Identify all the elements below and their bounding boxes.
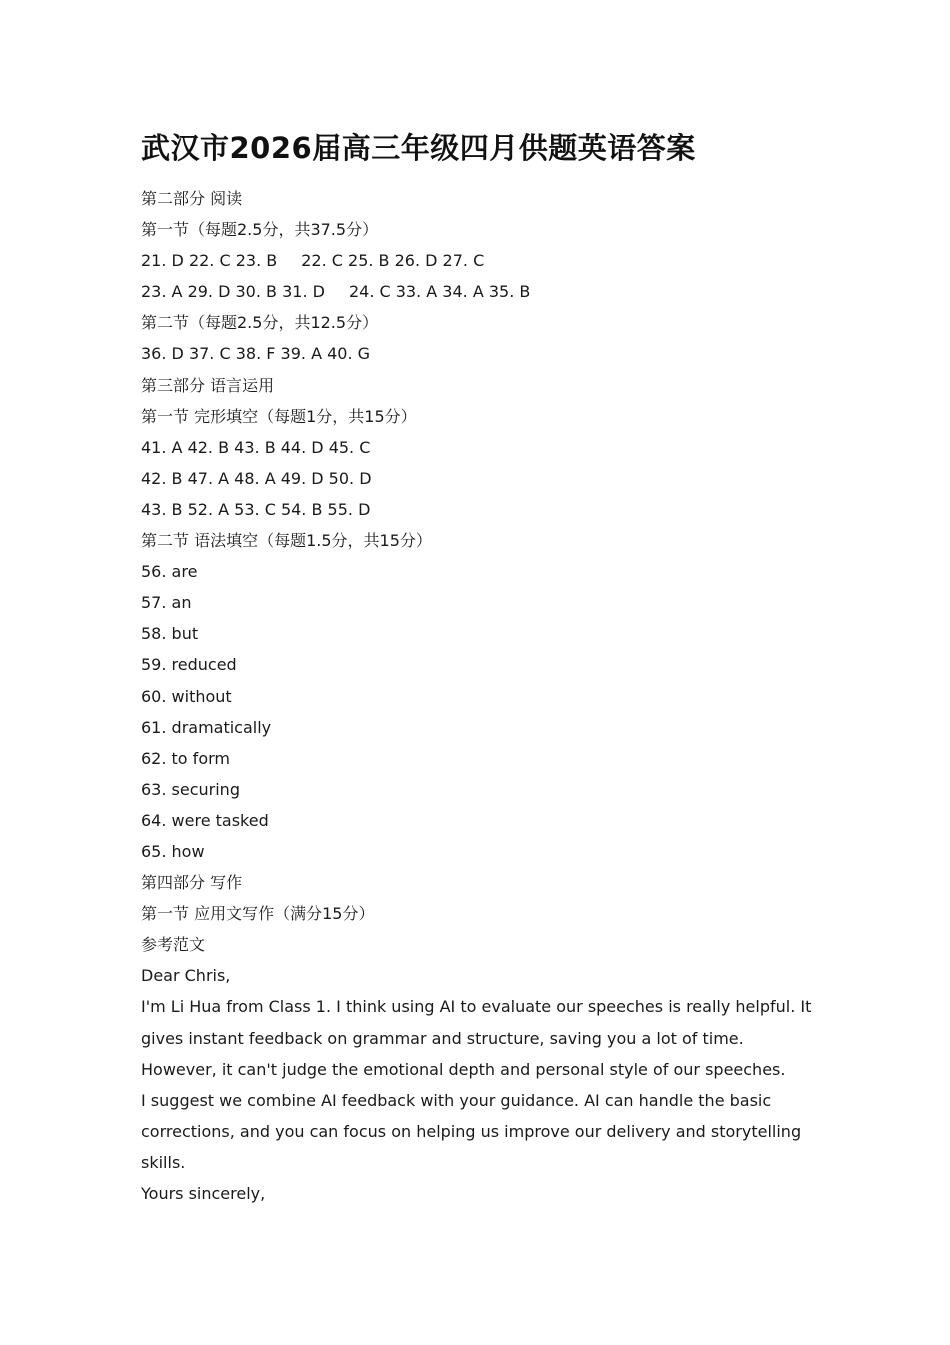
answer-57: 57. an [141, 593, 192, 613]
answers-24-27: 22. C 25. B 26. D 27. C [301, 251, 485, 271]
answers-41-45: 41. A 42. B 43. B 44. D 45. C [141, 437, 371, 457]
part2-heading: 第二部分 阅读 [141, 189, 243, 208]
answers-32-35: 24. C 33. A 34. A 35. B [348, 282, 531, 302]
reading-section1-heading: 第一节（每题2.5分，共37.5分） [141, 220, 379, 240]
reading-section2-heading: 第二节（每题2.5分，共12.5分） [141, 313, 379, 333]
answer-64: 64. were tasked [141, 810, 269, 830]
letter-closing: Yours sincerely, [141, 1184, 266, 1203]
part4-heading: 第四部分 写作 [141, 873, 243, 893]
answer-61: 61. dramatically [141, 717, 272, 737]
answer-60: 60. without [141, 686, 232, 706]
part3-heading: 第三部分 语言运用 [141, 375, 275, 395]
reading-answers-row-2 [141, 276, 821, 307]
cloze-heading: 第一节 完形填空（每题1分，共15分） [141, 406, 417, 426]
writing-heading: 第一节 应用文写作（满分15分） [141, 904, 375, 924]
answer-56: 56. are [141, 562, 198, 582]
letter-paragraph-2: I suggest we combine AI feedback with your guidance. AI can handle the basic corrections, and you can focus on helping us improve our delivery and storytelling skills. [141, 1090, 802, 1172]
answer-body [141, 183, 821, 1209]
answers-36-40: 36. D 37. C 38. F 39. A 40. G [141, 344, 371, 364]
answers-21-23: 21. D 22. C 23. B [141, 251, 278, 271]
grammar-heading: 第二节 语法填空（每题1.5分，共15分） [141, 531, 432, 551]
answers-28-31: 23. A 29. D 30. B 31. D [141, 282, 325, 302]
answer-59: 59. reduced [141, 655, 237, 675]
answers-51-55: 43. B 52. A 53. C 54. B 55. D [141, 499, 371, 519]
answer-63: 63. securing [141, 779, 240, 799]
reading-answers-row-1 [141, 245, 821, 276]
answer-65: 65. how [141, 841, 205, 861]
answer-58: 58. but [141, 624, 199, 644]
letter-salutation: Dear Chris, [141, 966, 231, 986]
answer-62: 62. to form [141, 748, 230, 768]
letter-paragraph-1: I'm Li Hua from Class 1. I think using AI to evaluate our speeches is really helpful. It gives instant feedback on grammar and structure, saving you a lot of time. However, it can't judge the emotional depth and personal style of our speeches. [141, 997, 812, 1079]
page-title: 武汉市2026届高三年级四月供题英语答案 [141, 131, 696, 165]
sample-essay-label: 参考范文 [141, 935, 206, 955]
answers-46-50: 42. B 47. A 48. A 49. D 50. D [141, 468, 372, 488]
